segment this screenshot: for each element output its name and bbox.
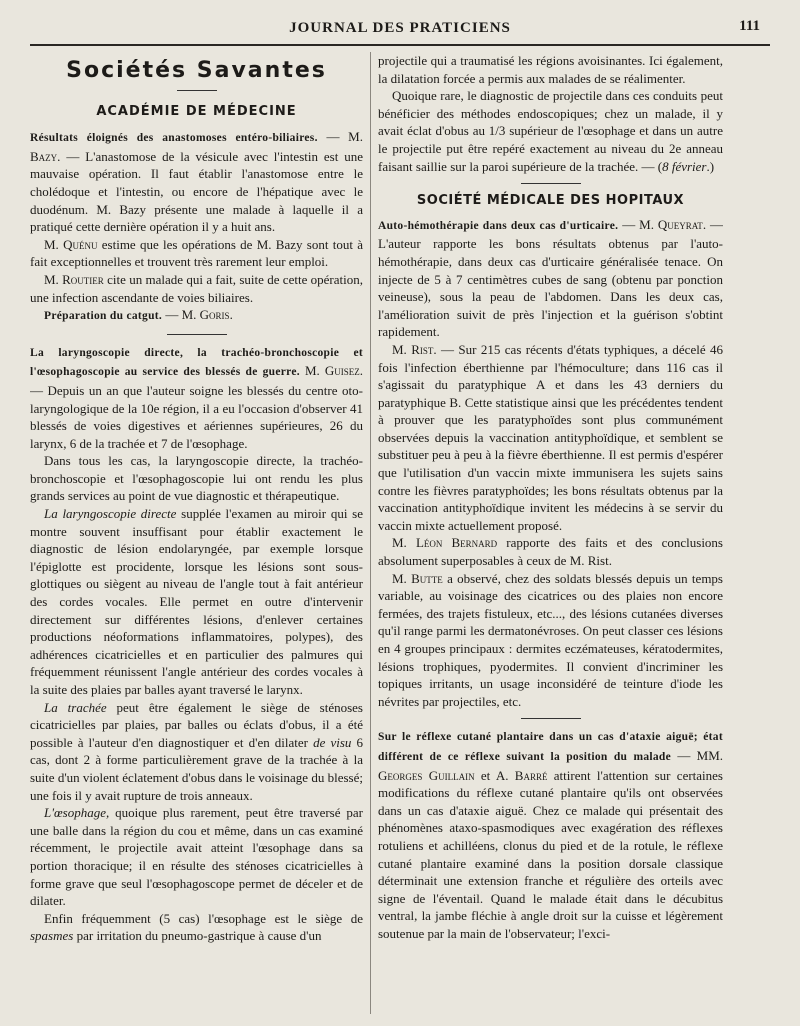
text-run: rapporte des faits et des conclusions absolument superposables à ceux de M. Rist. [378,535,723,569]
text-run: quoique plus rarement, peut être traversé par une balle dans la région du cou et même, dans un cas examiné récemment, le projectile avait atteint l'œsophage dans sa portion thoracique; il en résulte des sténoses cicatricielles à forme grave que seul l'œsophagoscope permet de déceler et de dilater. [30,805,363,909]
author-name: Butte [411,570,443,586]
column-divider [370,52,371,1014]
text-run: cite un malade qui a fait, suite de cette opération, une infection ascendante de voies biliaires. [30,271,363,305]
paragraph-laryngoscopy: Dans tous les cas, la laryngoscopie directe, la trachéo-bronchoscopie et l'œsophagoscopie lui ont rendu les plus grands services au point de vue diagnostic et thérapeutique. [30,453,363,504]
rubric: Sur le réflexe cutané plantaire dans un cas d'ataxie aiguë; état différent de ce réflexe suivant la position du malade [378,731,723,763]
society-heading: SOCIÉTÉ MÉDICALE DES HOPITAUX [416,193,685,209]
page-number: 111 [739,18,760,34]
paragraph-spasms [30,910,363,945]
text-run: . — L'auteur rapporte les bons résultats obtenus par l'auto-hémothérapie, dans deux cas d'urticaire généralisée tenace. On injecte de 5 à 7 centimètres cubes de sang (obtenu par ponction veineuse), sous la peau de l'abdomen. Dans les deux cas, l'amélioration suivit de près l'injection et la guérison s'obtint rapidement. [378,216,723,340]
rubric: Auto-hémothérapie dans deux cas d'urticaire. [378,219,619,232]
paragraph-continuation: projectile qui a traumatisé les régions avoisinantes. Ici également, la dilatation forcée a permis aux malades de se réalimenter. [378,53,723,86]
paragraph-bazy [30,128,363,236]
text-run: supplée l'examen au miroir qui se montre souvent insuffisant pour établir exactement le diagnostic de lésion endolaryngée, par exemple lorsque l'épiglotte est procidente, lorsque les lésions sont sous-glottiques ou siègent au niveau de l'angle tout à fait antérieur des cordes vocales. Elle permet en outre d'intervenir directement sur différentes lésions, d'enlever certaines productions néoformations inflammatoires, polypes), des adhérences cicatricielles et en particulier des palmures qui fréquemment réunissent l'angle antérieur des cordes vocales à la suite des plaies par balles ayant traversé le larynx. [30,506,363,697]
journal-title: JOURNAL DES PRATICIENS [289,20,511,36]
text-run: M. [392,535,416,551]
text-run: . — L'anastomose de la vésicule avec l'intestin est une mauvaise opération. Il faut établir l'anastomose entre le cholédoque et l'intestin, ou encore de l'hépatique avec le duodénum. M. Bazy présente une malade à laquelle il a pratiqué cette dernière opération il y a huit ans. [30,148,363,235]
section-rule [521,718,581,719]
text-run: et A. [474,767,515,783]
author-name: Queyrat [657,216,703,232]
emphasis: La trachée [44,699,107,715]
text-run: . [229,307,233,323]
emphasis: 8 février [662,158,707,174]
left-column [30,52,363,1016]
rubric: La laryngoscopie directe, la trachéo-bronchoscopie et l'œsophagoscopie au service des blessés de guerre. [30,346,363,379]
emphasis: La laryngoscopie directe [44,506,177,522]
author-name: Rist [411,341,434,357]
author-name: Georges Guillain [378,767,475,783]
right-column [378,52,723,1016]
emphasis: L'œsophage, [44,805,110,821]
author-name: Guisez [324,363,360,379]
paragraph-quenu [30,236,363,271]
text-run: Enfin fréquemment (5 cas) l'œsophage est le siège de [44,910,363,926]
author-name: Routier [62,271,104,287]
text-run: 6 cas, dont 2 à forme particulièrement grave de la trachée à la suite d'un violent éclatement d'obus dans le voisinage du blessé; une fois il y avait rupture de trois anneaux. [30,734,363,803]
academy-heading: ACADÉMIE DE MÉDECINE [96,103,297,119]
text-run: . — Sur 215 cas récents d'états typhiques, a décelé 46 fois l'infection éberthienne par l'hémoculture; dans 116 cas il s'agissait du paratyphique A et dans les 43 derniers du paratyphique B. Cette statistique ainsi que les précédentes tendent à prouver que les paratyphoïdes sont plus communément observées depuis la vaccination antityphoïdique, et semblent se substituer peu à peu à la fièvre éberthienne. Il est permis d'espérer que l'utilisation d'un vaccin mixte immunisera les sujets sains contre les fièvres paratyphoïdes; les bons résultats obtenus par la vaccination antityphoïdique invitent les médecins à se servir du vaccin mixte actuellement proposé. [378,341,723,533]
text-run: .) [706,158,715,174]
rubric: Résultats éloignés des anastomoses entéro-biliaires. [30,132,318,145]
text-run: — M. [317,129,363,145]
text-run: par irritation du pneumo-gastrique à cause d'un [73,928,322,944]
text-run: — M. [618,216,658,232]
paragraph-goris [30,306,363,326]
text-run: M. [44,271,63,287]
paragraph-routier [30,271,363,306]
text-run: M. [392,341,412,357]
author-name: Barré [514,767,548,783]
text-run: estime que les opérations de M. Bazy sont tout à fait exceptionnelles et trouvent très rarement leur emploi. [30,236,363,270]
paragraph-butte [378,570,723,711]
text-run: M. [299,363,325,379]
paragraph-oesophagus [30,804,363,910]
text-run: peut être également le siège de sténoses cicatricielles par plaies, par balles ou éclats d'obus, il a été possible à l'auteur d'en diagnostiquer et d'en dilater [30,699,363,750]
text-run: attirent l'attention sur certaines modifications du réflexe cutané plantaire qu'ils ont observées dans un cas d'ataxie aiguë. Chez ce malade qui présentait des phénomènes ataxo-spasmodiques avec exagération des réflexes rotuliens et achilléens, clonus du pied et de la rotule, le réflexe cutané plantaire examiné dans la position dorsale classique déterminait une extension franche et régulière des orteils avec signe de l'éventail. Quand le malade était dans le décubitus ventral, la jambe fléchie à angle droit sur la cuisse et légèrement soutenue par la main de l'observateur; l'exci- [378,767,723,941]
text-run: a observé, chez des soldats blessés depuis un temps variable, au voisinage des cicatrices ou des plaies non encore fermées, des trajets fistuleux, etc..., des lésions cutanées diverses qu'il range parmi les dermatonévroses. On peut classer ces lésions en 4 groupes principaux : dermites eczémateuses, kératodermites, lésions trophiques, pyodermites. Il convient d'incriminer les topiques irritants, un usage inconsidéré de teinture d'iode les névrites par projectiles, etc. [378,570,723,709]
paragraph-rist [378,341,723,535]
paragraph-queyrat [378,216,723,341]
section-rule [167,334,227,335]
author-name: Léon Bernard [415,535,498,551]
page-header [30,14,770,44]
author-name: Goris [199,307,230,323]
paragraph-direct-laryngoscopy [30,505,363,699]
emphasis: de visu [313,734,352,750]
paragraph-guisez [30,343,363,453]
author-name: Quénu [63,236,98,252]
header-rule [30,44,770,46]
emphasis: spasmes [30,928,74,944]
paragraph-trachea [30,699,363,805]
rubric: Préparation du catgut. [44,310,163,323]
section-title: Sociétés Savantes [66,58,327,83]
paragraph-projectile [378,87,723,175]
text-run: — MM. [671,747,723,763]
title-rule [177,90,217,91]
text-run: Quoique rare, le diagnostic de projectile dans ces conduits peut bénéficier des méthodes endoscopiques; chez un malade, il y avait éclat d'obus au 1/3 supérieur de l'œsophage et dans un autre le projectile put être repéré exactement au niveau du 2e anneau faisant saillie sur la paroi supérieure de la trachée. — ( [378,88,723,174]
section-rule [521,183,581,184]
paragraph-bernard [378,534,723,569]
text-run: — M. [162,307,200,323]
text-run: M. [392,570,412,586]
paragraph-guillain-barre [378,727,723,942]
text-run: . — Depuis un an que l'auteur soigne les blessés du centre oto-laryngologique de la 10e région, il a eu l'occasion d'observer 41 blessés de voies digestives et aériennes supérieures, 26 du larynx, 6 de la trachée et 7 de l'œsophage. [30,363,363,451]
author-name: Bazy [30,148,58,164]
text-run: M. [44,236,64,252]
